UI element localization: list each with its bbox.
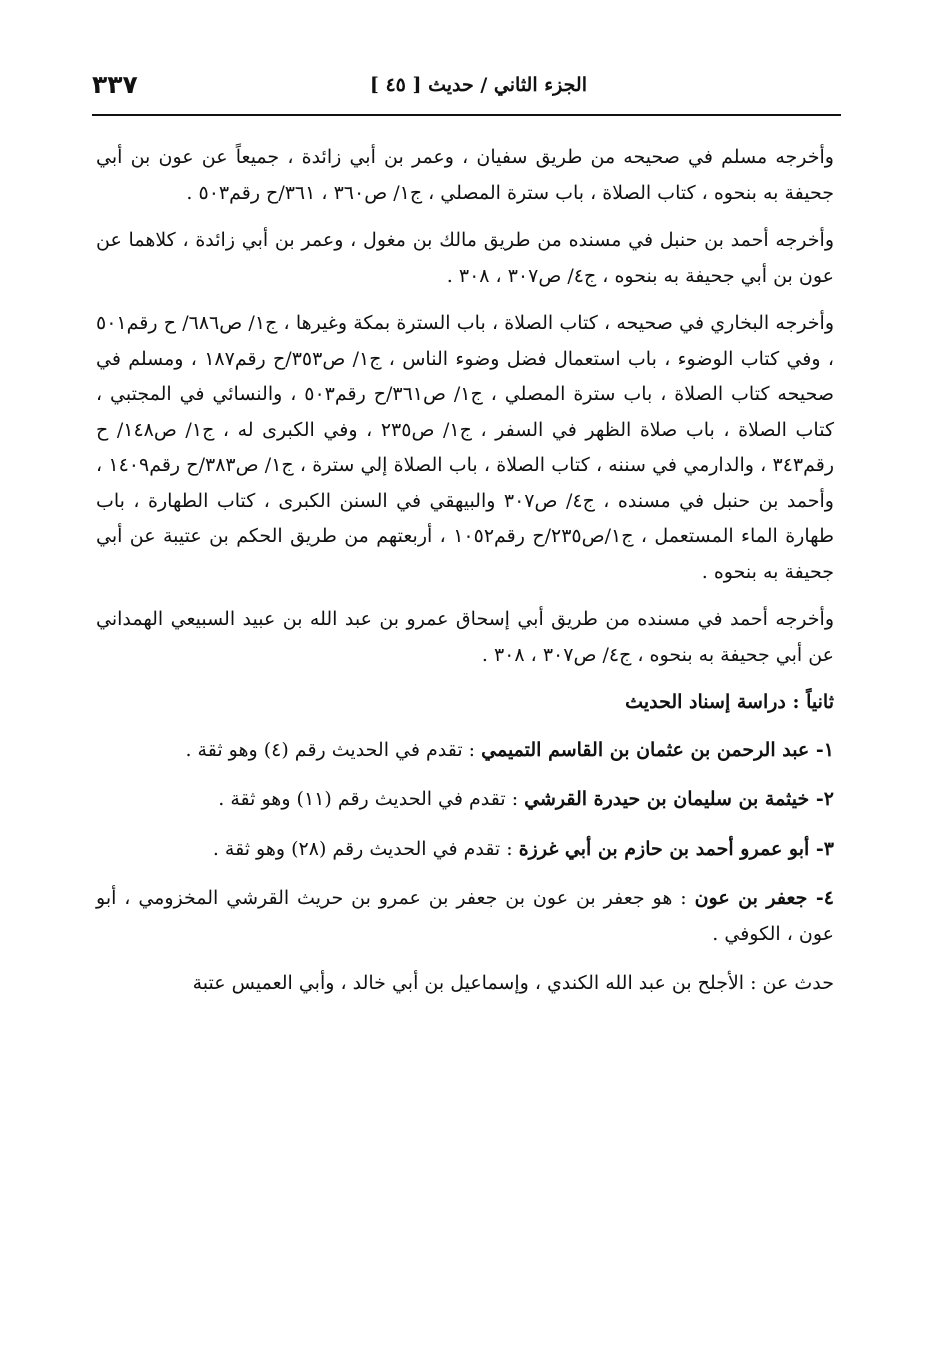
narrator-note: : هو جعفر بن عون بن جعفر بن عمرو بن حريث القرشي المخزومي ، أبو عون ، الكوفي . — [96, 887, 834, 945]
page-number: ٣٣٧ — [92, 70, 138, 99]
narrator-name: ٣- أبو عمرو أحمد بن حازم بن أبي غرزة — [518, 837, 834, 860]
paragraph-bukhari: وأخرجه البخاري في صحيحه ، كتاب الصلاة ، باب السترة بمكة وغيرها ، ج١/ ص٦٨٦/ ح رقم٥٠١ ، وفي كتاب الوضوء ، باب استعمال فضل وضوء الناس ، ج١/ ص٣٥٣/ح رقم١٨٧ ، ومسلم في صحيحه كتاب الصلاة ، باب سترة المصلي ، ج١/ ص٣٦١/ح رقم٥٠٣ ، والنسائي في المجتبي ، كتاب الصلاة ، باب صلاة الظهر في السفر ، ج١/ ص٢٣٥ ، وفي الكبرى له ، ج١/ ص١٤٨/ ح رقم٣٤٣ ، والدارمي في سننه ، كتاب الصلاة ، باب الصلاة إلي سترة ، ج١/ ص٣٨٣/ح رقم١٤٠٩ ، وأحمد بن حنبل في مسنده ، ج٤/ ص٣٠٧ والبيهقي في السنن الكبرى ، كتاب الطهارة ، باب طهارة الماء المستعمل ، ج١/ص٢٣٥/ح رقم١٠٥٢ ، أربعتهم من طريق الحكم بن عتيبة عن أبي جحيفة به بنحوه . — [96, 312, 835, 583]
paragraph-ahmad-sabii: وأخرجه أحمد في مسنده من طريق أبي إسحاق عمرو بن عبد الله بن عبيد السبيعي الهمداني عن أبي جحيفة به بنحوه ، ج٤/ ص٣٠٧ ، ٣٠٨ . — [96, 608, 834, 666]
page-header — [92, 70, 837, 114]
narrator-note: : تقدم في الحديث رقم (١١) وهو ثقة . — [218, 788, 525, 810]
narrator-name: ٢- خيثمة بن سليمان بن حيدرة القرشي — [524, 788, 834, 810]
narrator-name: ٤- جعفر بن عون — [694, 887, 834, 909]
section-heading: ثانياً : دراسة إسناد الحديث — [625, 691, 834, 713]
paragraph-muslim: وأخرجه مسلم في صحيحه من طريق سفيان ، وعمر بن أبي زائدة ، جميعاً عن عون بن أبي جحيفة به بنحوه ، كتاب الصلاة ، باب سترة المصلي ، ج١/ ص٣٦٠ ، ٣٦١/ح رقم٥٠٣ . — [96, 146, 834, 204]
narrator-item — [96, 782, 834, 818]
narrator-note: : تقدم في الحديث رقم (٤) وهو ثقة . — [185, 738, 482, 761]
narrator-name: ١- عبد الرحمن بن عثمان بن القاسم التميمي — [481, 738, 834, 761]
paragraph-ahmad: وأخرجه أحمد بن حنبل في مسنده من طريق مالك بن مغول ، وعمر بن أبي زائدة ، كلاهما عن عون بن أبي جحيفة به بنحوه ، ج٤/ ص٣٠٧ ، ٣٠٨ . — [96, 229, 834, 287]
running-head: الجزء الثاني / حديث [ ٤٥ ] — [369, 74, 587, 96]
paragraph-narrated-from: حدث عن : الأجلح بن عبد الله الكندي ، وإسماعيل بن أبي خالد ، وأبي العميس عتبة — [192, 972, 834, 994]
narrator-item — [96, 832, 834, 868]
narrator-item — [96, 733, 834, 769]
page-body — [96, 140, 834, 1014]
narrator-item — [96, 881, 834, 952]
header-rule — [92, 114, 841, 116]
narrator-note: : تقدم في الحديث رقم (٢٨) وهو ثقة . — [212, 837, 519, 860]
